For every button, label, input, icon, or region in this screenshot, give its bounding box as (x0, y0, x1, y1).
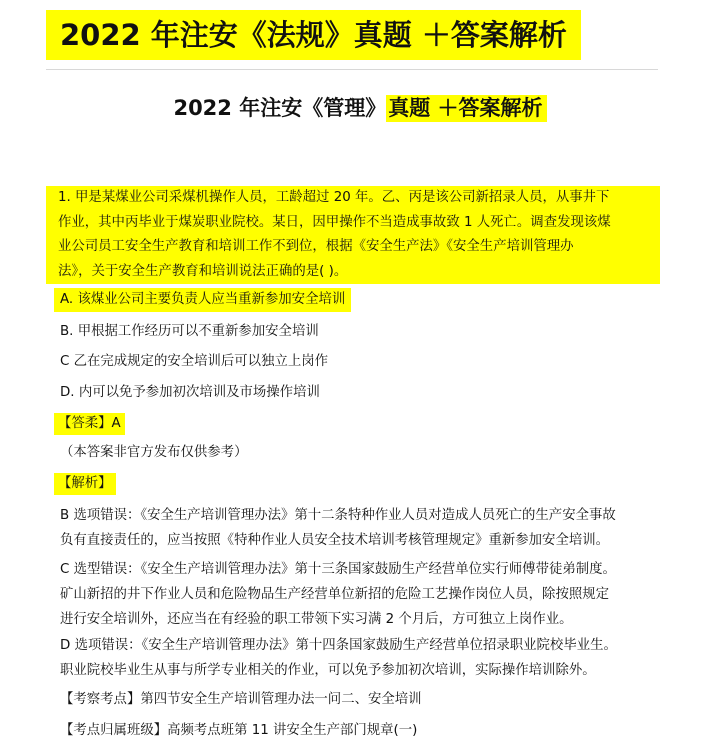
main-title: 2022 年注安《法规》真题 ＋答案解析 (46, 10, 581, 60)
analysis-paragraph-c (60, 557, 665, 632)
analysis-line: B 选项错误：《安全生产培训管理办法》第十二条特种作业人员对造成人员死亡的生产安全事故 (60, 508, 616, 523)
analysis-line: D 选项错误：《安全生产培训管理办法》第十四条国家鼓励生产经营单位招录职业院校毕业生。 (60, 638, 617, 653)
sub-title (0, 92, 720, 122)
option-a: A. 该煤业公司主要负责人应当重新参加安全培训 (54, 288, 351, 312)
analysis-line: 职业院校毕业生从事与所学专业相关的作业，可以免予参加初次培训，实际操作培训除外。 (60, 663, 596, 678)
option-c: C 乙在完成规定的安全培训后可以独立上岗作 (60, 354, 329, 369)
analysis-label: 【解析】 (54, 473, 116, 495)
class-belong: 【考点归属班级】高频考点班第 11 讲安全生产部门规章(一) (60, 723, 418, 738)
question-line: 业公司员工安全生产教育和培训工作不到位，根据《安全生产法》《安全生产培训管理办 (58, 239, 574, 254)
answer-label: 【答柔】A (54, 413, 125, 435)
option-b: B. 甲根据工作经历可以不重新参加安全培训 (60, 324, 319, 339)
question-line: 法》，关于安全生产教育和培训说法正确的是( )。 (58, 263, 348, 279)
analysis-line: 负有直接责任的，应当按照《特种作业人员安全技术培训考核管理规定》重新参加安全培训。 (60, 533, 610, 548)
sub-title-highlight: 真题 ＋答案解析 (386, 95, 546, 122)
option-d: D. 内可以免予参加初次培训及市场操作培训 (60, 385, 320, 400)
exam-point: 【考察考点】第四节安全生产培训管理办法一问二、安全培训 (60, 692, 422, 707)
question-stem (46, 186, 660, 284)
question-line: 作业，其中丙毕业于煤炭职业院校。某日，因甲操作不当造成事故致 1 人死亡。调查发现该煤 (58, 214, 611, 230)
sub-title-plain: 2022 年注安《管理》 (173, 96, 387, 120)
analysis-line: 进行安全培训外，还应当在有经验的职工带领下实习满 2 个月后，方可独立上岗作业。 (60, 612, 573, 627)
title-divider (46, 69, 658, 70)
analysis-line: C 选型错误：《安全生产培训管理办法》第十三条国家鼓励生产经营单位实行师傅带徒弟制度。 (60, 562, 616, 577)
analysis-paragraph-b (60, 503, 665, 553)
analysis-line: 矿山新招的井下作业人员和危险物品生产经营单位新招的危险工艺操作岗位人员，除按照规定 (60, 587, 610, 602)
analysis-paragraph-d (60, 633, 665, 683)
answer-note: （本答案非官方发布仅供参考） (60, 445, 248, 460)
question-line: 1. 甲是某煤业公司采煤机操作人员，工龄超过 20 年。乙、丙是该公司新招录人员，从事井下 (58, 190, 610, 205)
